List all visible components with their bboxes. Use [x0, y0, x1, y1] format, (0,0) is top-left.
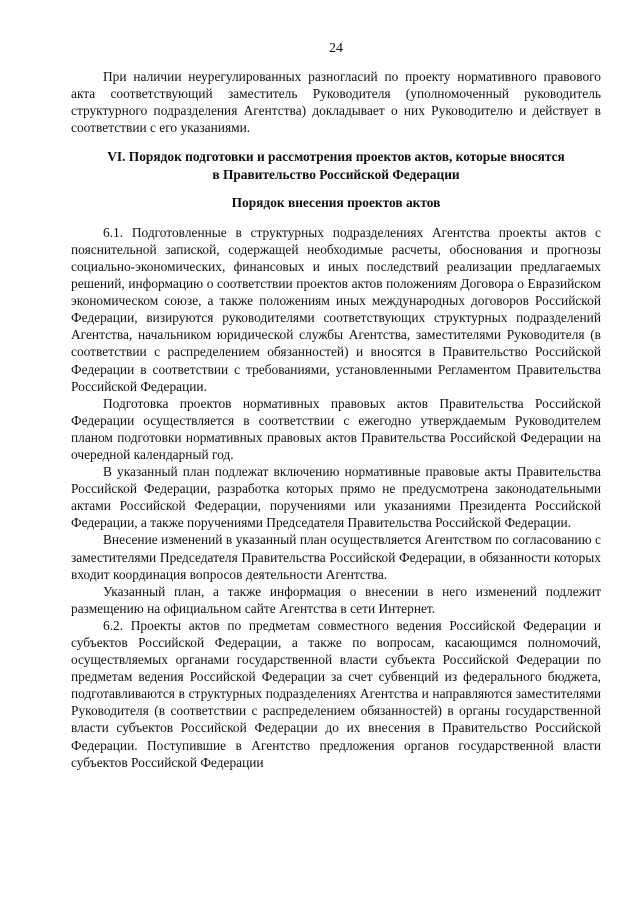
subsection-title: Порядок внесения проектов актов	[231, 194, 441, 210]
paragraph-plan-changes: Внесение изменений в указанный план осуществляется Агентством по согласованию с заместителями Председателя Правительства Российской Федерации, в обязанности которых входит координация вопросов деятельности Агентства.	[71, 532, 601, 582]
paragraph-6-2: 6.2. Проекты актов по предметам совместного ведения Российской Федерации и субъектов Российской Федерации, а также по вопросам, касающимся полномочий, осуществляемых органами государственной власти субъекта Российской Федерации по предметам ведения Российской Федерации за счет субвенций из федерального бюджета, подготавливаются в структурных подразделениях Агентства и направляются заместителями Руководителя (в соответствии с распределением обязанностей) в органы государственной власти субъектов Российской Федерации до их внесения в Правительство Российской Федерации. Поступившие в Агентство предложения органов государственной власти субъектов Российской Федерации	[71, 617, 601, 770]
section-title	[71, 148, 601, 182]
section-title-line-2: в Правительство Российской Федерации	[212, 166, 460, 182]
page-number: 24	[329, 41, 343, 56]
paragraph-plan-inclusion: В указанный план подлежат включению нормативные правовые акты Правительства Российской Федерации, разработка которых прямо не предусмотрена законодательными актами Российской Федерации, поручениями или указаниями Президента Российской Федерации, а также поручениями Председателя Правительства Российской Федерации.	[71, 464, 601, 531]
paragraph-6-1: 6.1. Подготовленные в структурных подразделениях Агентства проекты актов с пояснительной запиской, содержащей необходимые расчеты, обоснования и прогнозы социально-экономических, финансовых и иных последствий реализации предлагаемых решений, информацию о соответствии проектов актов положениям Договора о Евразийском экономическом союзе, а также положениям иных международных договоров Российской Федерации, визируются руководителями соответствующих структурных подразделений Агентства, начальником юридической службы Агентства, заместителями Руководителя (в соответствии с распределением обязанностей) и вносятся в Правительство Российской Федерации в соответствии с требованиями, установленными Регламентом Правительства Российской Федерации.	[71, 224, 601, 394]
intro-paragraph: При наличии неурегулированных разногласий по проекту нормативного правового акта соответствующий заместитель Руководителя (уполномоченный руководитель структурного подразделения Агентства) докладывает о них Руководителю и действует в соответствии с его указаниями.	[71, 69, 601, 136]
paragraph-plan-preparation: Подготовка проектов нормативных правовых актов Правительства Российской Федерации осуществляется в соответствии с ежегодно утверждаемым Руководителем планом подготовки нормативных правовых актов Правительства Российской Федерации на очередной календарный год.	[71, 395, 601, 462]
document-page	[71, 40, 601, 771]
section-title-line-1: VI. Порядок подготовки и рассмотрения проектов актов, которые вносятся	[107, 149, 565, 165]
paragraph-plan-publication: Указанный план, а также информация о внесении в него изменений подлежит размещению на официальном сайте Агентства в сети Интернет.	[71, 583, 601, 616]
